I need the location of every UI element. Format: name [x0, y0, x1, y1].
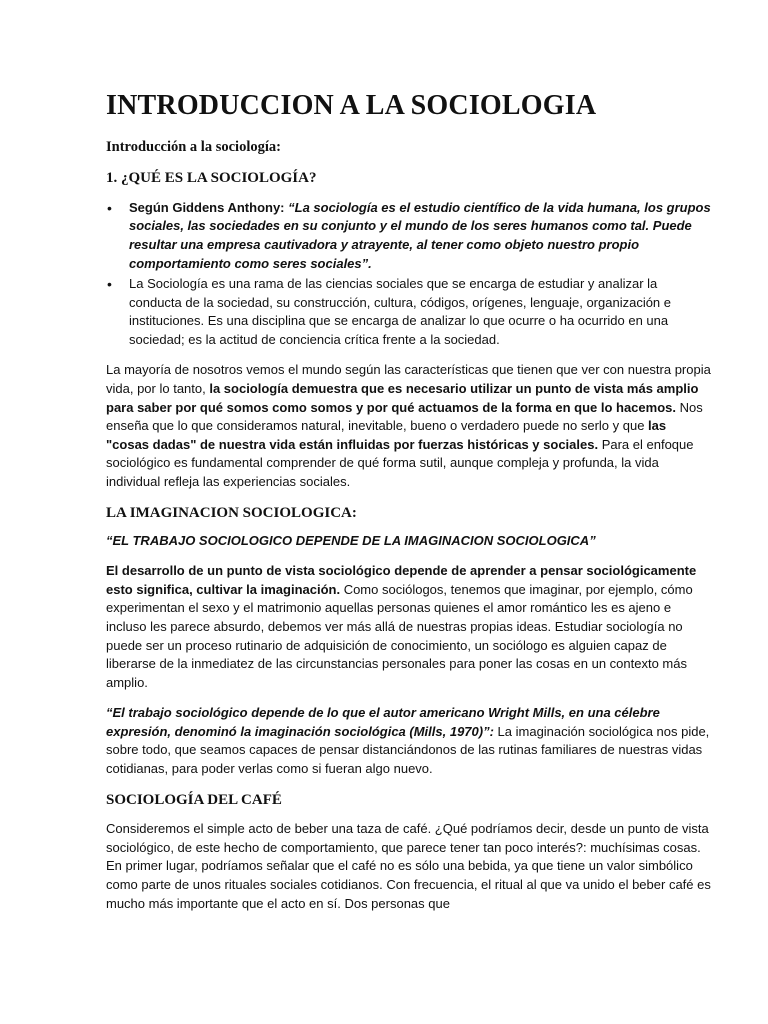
paragraph-perspective [106, 361, 712, 491]
document-title: INTRODUCCION A LA SOCIOLOGIA [106, 90, 597, 121]
text-run-bold: las "cosas dadas" de nuestra vida están influidas por fuerzas históricas y sociales. [106, 418, 667, 452]
list-item [106, 275, 712, 349]
document-subtitle: Introducción a la sociología: [106, 139, 281, 156]
definition-list [106, 199, 712, 350]
text-run: Como sociólogos, tenemos que imaginar, por ejemplo, cómo experimentan el sexo y el matrimonio aquellas personas quienes el amor romántico les es ajeno e incluso les parece absurdo, debemos ver más allá de nuestras propias ideas. Estudiar sociología no puede ser un proceso rutinario de adquisición de conocimiento, un sociólogo es alguien capaz de liberarse de la inmediatez de las circunstancias personales para poner las cosas en un contexto más amplio. [106, 581, 693, 690]
list-item [106, 199, 712, 273]
paragraph-imaginacion-1 [106, 562, 712, 692]
text-run-bold: la sociología demuestra que es necesario utilizar un punto de vista más amplio para saber por qué somos como somos y por qué actuamos de la forma en que lo hacemos. [106, 381, 699, 415]
giddens-quote: “La sociología es el estudio científico de la vida humana, los grupos sociales, las sociedades en su conjunto y el mundo de los seres humanos como tal. Puede resultar una empresa cautivadora y atrayente, al tener como objeto nuestro propio comportamiento como seres sociales”. [129, 199, 711, 271]
bullet-icon: • [107, 276, 112, 293]
section-heading-imaginacion: LA IMAGINACION SOCIOLOGICA: [106, 504, 357, 521]
sociology-definition: La Sociología es una rama de las ciencias sociales que se encarga de estudiar y analizar la conducta de la sociedad, su construcción, cultura, códigos, orígenes, lenguaje, organización e instituciones. Es una disciplina que se encarga de analizar lo que ocurre o ha ocurrido en una sociedad; es la actitud de conciencia crítica frente a la sociedad. [129, 276, 672, 347]
imaginacion-quote: “EL TRABAJO SOCIOLOGICO DEPENDE DE LA IMAGINACION SOCIOLOGICA” [106, 533, 596, 549]
text-run: La mayoría de nosotros vemos el mundo según las características que tienen que ver con nuestra propia vida, por lo tanto, [106, 362, 711, 397]
text-run: La imaginación sociológica nos pide, sobre todo, que seamos capaces de pensar distanciándonos de las rutinas familiares de nuestras vidas cotidianas, para poder verlas como si fueran algo nuevo. [106, 723, 710, 777]
text-run: Para el enfoque sociológico es fundamental comprender de qué forma sutil, aunque compleja y profunda, la vida individual refleja las experiencias sociales. [106, 436, 694, 490]
bullet-icon: • [107, 199, 112, 216]
paragraph-imaginacion-2 [106, 704, 712, 778]
text-run-bold-italic: “El trabajo sociológico depende de lo que el autor americano Wright Mills, en una célebre expresión, denominó la imaginación sociológica (Mills, 1970)”: [106, 705, 660, 739]
text-run-bold: El desarrollo de un punto de vista sociológico depende de aprender a pensar sociológicamente esto significa, cultivar la imaginación. [106, 563, 697, 597]
giddens-lead: Según Giddens Anthony: [129, 199, 289, 215]
section-heading-cafe: SOCIOLOGÍA DEL CAFÉ [106, 791, 282, 808]
paragraph-cafe: Consideremos el simple acto de beber una taza de café. ¿Qué podríamos decir, desde un punto de vista sociológico, de este hecho de comportamiento, que parece tener tan poco interés?: muchísimas cosas. En primer lugar, podríamos señalar que el café no es sólo una bebida, ya que tiene un valor simbólico como parte de unos rituales sociales cotidianos. Con frecuencia, el ritual al que va unido el beber café es mucho más importante que el acto en sí. Dos personas que [106, 821, 711, 911]
text-run: Nos enseña que lo que consideramos natural, inevitable, bueno o verdadero puede no serlo y que [106, 399, 703, 434]
section-heading-que-es: 1. ¿QUÉ ES LA SOCIOLOGÍA? [106, 170, 317, 187]
